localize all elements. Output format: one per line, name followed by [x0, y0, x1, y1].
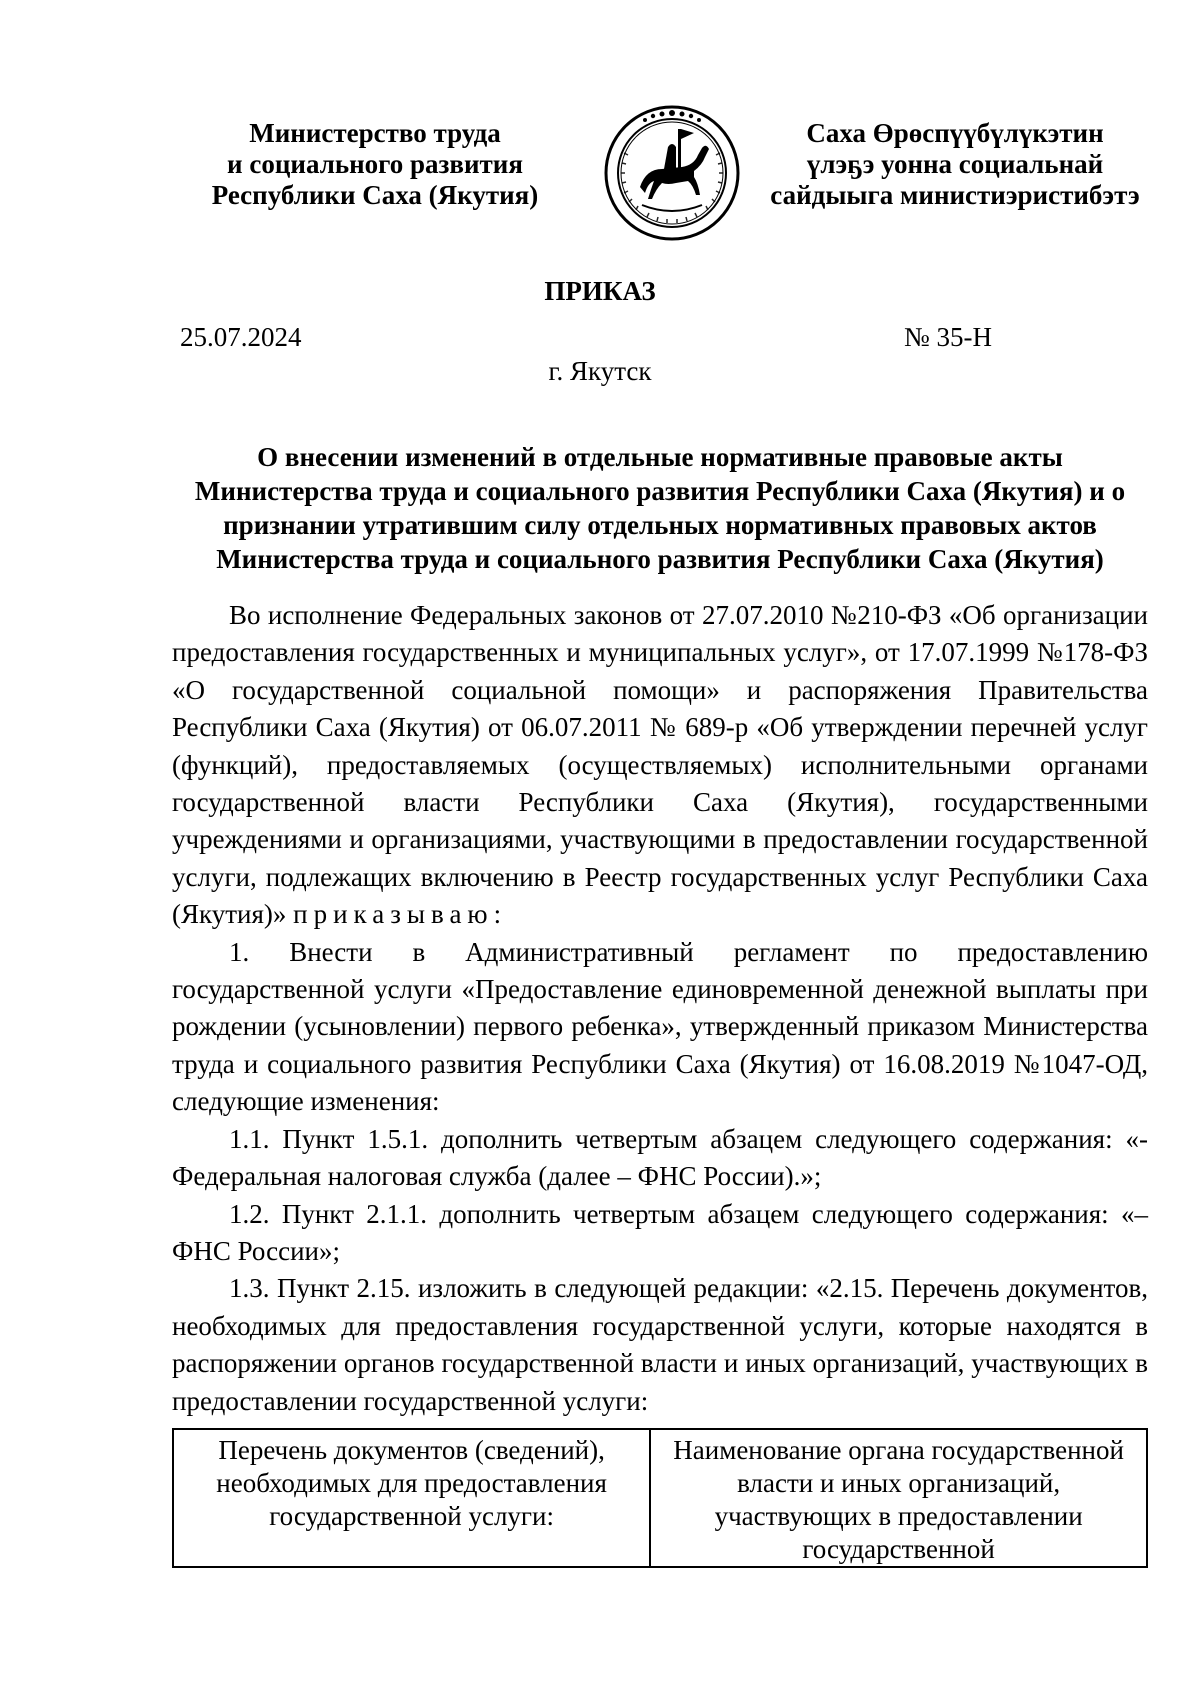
table-header-cell: Наименование органа государственной власти и иных организаций, участвующих в предоставлении государственной — [650, 1429, 1147, 1567]
item-1-3-paragraph: 1.3. Пункт 2.15. изложить в следующей редакции: «2.15. Перечень документов, необходимых для предоставления государственной услуги, которые находятся в распоряжении органов государственной власти и иных организаций, участвующих в предоставлении государственной услуги: — [172, 1273, 1148, 1416]
preamble-paragraph — [172, 597, 1148, 934]
order-date: 25.07.2024 — [180, 322, 302, 352]
item-1-1-paragraph: 1.1. Пункт 1.5.1. дополнить четвертым абзацем следующего содержания: «-Федеральная налоговая служба (далее – ФНС России).»; — [172, 1123, 1148, 1192]
document-body — [172, 597, 1148, 1420]
order-title: ПРИКАЗ — [544, 276, 656, 306]
coat-of-arms-sakha-icon — [602, 103, 742, 243]
order-number: № 35-Н — [904, 322, 993, 352]
table-row — [173, 1429, 1147, 1567]
preamble-text: Во исполнение Федеральных законов от 27.07.2010 №210-ФЗ «Об организации предоставления государственных и муниципальных услуг», от 17.07.1999 №178-ФЗ «О государственной социальной помощи» и распоряжения Правительства Республики Саха (Якутия) от 06.07.2011 № 689-р «Об утверждении перечней услуг (функций), предоставляемых (осуществляемых) исполнительными органами государственной власти Республики Саха (Якутия), государственными учреждениями и организациями, участвующими в предоставлении государственной услуги, подлежащих включению в Реестр государственных услуг Республики Саха (Якутия)» — [172, 600, 1148, 930]
order-word: приказываю: — [293, 899, 508, 930]
documents-table — [172, 1428, 1148, 1568]
ministry-name-yakut — [760, 118, 1150, 211]
ministry-name-line: Министерство труда — [249, 118, 501, 148]
table-header-cell: Перечень документов (сведений), необходимых для предоставления государственной услуги: — [173, 1429, 650, 1567]
item-1-paragraph: 1. Внести в Административный регламент по предоставлению государственной услуги «Предоставление единовременной денежной выплаты при рождении (усыновлении) первого ребенка», утвержденный приказом Министерства труда и социального развития Республики Саха (Якутия) от 16.08.2019 №1047-ОД, следующие изменения: — [172, 936, 1148, 1117]
document-title: О внесении изменений в отдельные нормативные правовые акты Министерства труда и социального развития Республики Саха (Якутия) и о признании утратившим силу отдельных нормативных правовых актов Министерства труда и социального развития Республики Саха (Якутия) — [194, 442, 1126, 574]
item-1-2-paragraph: 1.2. Пункт 2.1.1. дополнить четвертым абзацем следующего содержания: «– ФНС России»; — [172, 1198, 1148, 1266]
ministry-name-line: Республики Саха (Якутия) — [211, 180, 539, 210]
ministry-name-line: сайдыыга министиэристибэтэ — [770, 180, 1140, 210]
ministry-name-russian — [180, 118, 570, 211]
ministry-name-line: үлэҕэ уонна социальнай — [806, 149, 1104, 179]
ministry-name-line: и социального развития — [227, 149, 523, 179]
order-city: г. Якутск — [548, 356, 652, 386]
ministry-name-line: Саха Өрөспүүбүлүкэтин — [806, 118, 1104, 148]
